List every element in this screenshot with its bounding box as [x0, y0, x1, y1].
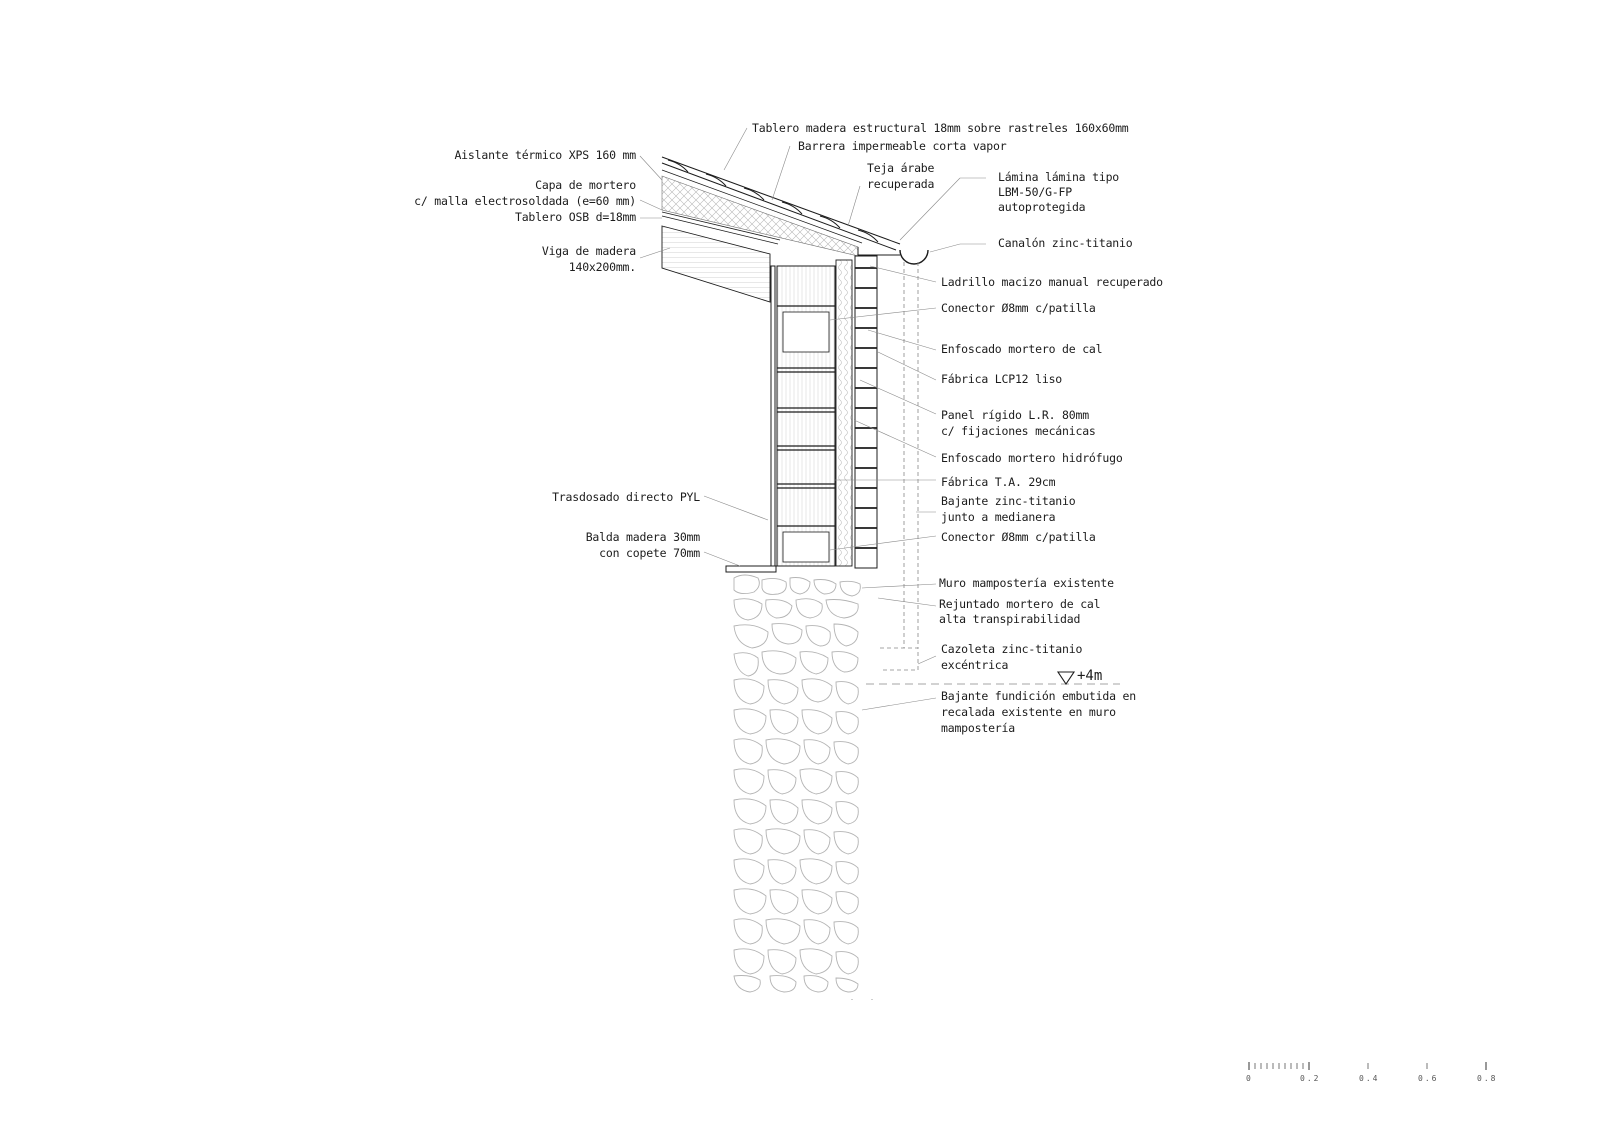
masonry-wall — [732, 574, 880, 996]
scale-tick-0-6: 0.6 — [1418, 1074, 1439, 1083]
label-bajante-zinc: Bajante zinc-titanio — [941, 494, 1076, 508]
label-bajante-mamposteria: mampostería — [941, 721, 1015, 735]
rigid-panel — [836, 260, 852, 566]
label-bajante-fundicion: Bajante fundición embutida en — [941, 689, 1136, 703]
label-fabrica-ta: Fábrica T.A. 29cm — [941, 475, 1056, 489]
level-label: +4m — [1077, 668, 1103, 684]
label-ladrillo: Ladrillo macizo manual recuperado — [941, 275, 1163, 289]
label-balda: Balda madera 30mm — [585, 530, 700, 544]
label-enfoscado-cal: Enfoscado mortero de cal — [941, 342, 1103, 356]
label-lamina: Lámina lámina tipo — [998, 170, 1120, 184]
label-panel-fijaciones: c/ fijaciones mecánicas — [941, 424, 1096, 438]
label-conector-2: Conector Ø8mm c/patilla — [941, 530, 1096, 544]
facing-brick-lcp12 — [855, 256, 877, 568]
timber-shelf — [726, 566, 776, 572]
scale-tick-0-8: 0.8 — [1477, 1074, 1498, 1083]
label-viga: Viga de madera — [541, 244, 636, 258]
label-capa-mortero: Capa de mortero — [535, 178, 636, 192]
label-canalon: Canalón zinc-titanio — [998, 236, 1133, 250]
label-balda-copete: con copete 70mm — [599, 546, 700, 560]
label-lamina-tipo: LBM-50/G-FP — [998, 185, 1072, 199]
label-bajante-medianera: junto a medianera — [941, 510, 1056, 524]
label-cazoleta-excentrica: excéntrica — [941, 658, 1009, 672]
label-teja-recuperada: recuperada — [867, 177, 935, 191]
label-muro: Muro mampostería existente — [939, 576, 1114, 590]
label-cazoleta: Cazoleta zinc-titanio — [941, 642, 1083, 656]
scale-tick-0-4: 0.4 — [1359, 1074, 1380, 1083]
scale-tick-0: 0 — [1246, 1074, 1253, 1083]
label-enfoscado-hidrofugo: Enfoscado mortero hidrófugo — [941, 451, 1123, 465]
label-teja: Teja árabe — [867, 161, 935, 175]
scale-bar — [1249, 1062, 1486, 1070]
label-rejuntado: Rejuntado mortero de cal — [939, 597, 1101, 611]
label-rejuntado-transpirabilidad: alta transpirabilidad — [939, 612, 1081, 626]
timber-beam — [662, 226, 770, 302]
label-lamina-autoprotegida: autoprotegida — [998, 200, 1086, 214]
label-tablero-osb: Tablero OSB d=18mm — [514, 210, 636, 224]
brick-ta-29 — [777, 266, 835, 566]
scale-tick-0-2: 0.2 — [1300, 1074, 1321, 1083]
label-panel: Panel rígido L.R. 80mm — [941, 408, 1089, 422]
label-bajante-recalada: recalada existente en muro — [941, 705, 1116, 719]
label-trasdosado: Trasdosado directo PYL — [552, 490, 700, 504]
label-capa-mortero-malla: c/ malla electrosoldada (e=60 mm) — [414, 194, 636, 208]
label-conector-1: Conector Ø8mm c/patilla — [941, 301, 1096, 315]
gutter — [900, 250, 928, 264]
label-viga-dim: 140x200mm. — [568, 260, 636, 274]
label-aislante: Aislante térmico XPS 160 mm — [454, 148, 636, 162]
label-tablero-madera: Tablero madera estructural 18mm sobre rastreles 160x60mm — [752, 121, 1129, 135]
label-barrera: Barrera impermeable corta vapor — [798, 139, 1007, 153]
label-fabrica-lcp: Fábrica LCP12 liso — [941, 372, 1063, 386]
